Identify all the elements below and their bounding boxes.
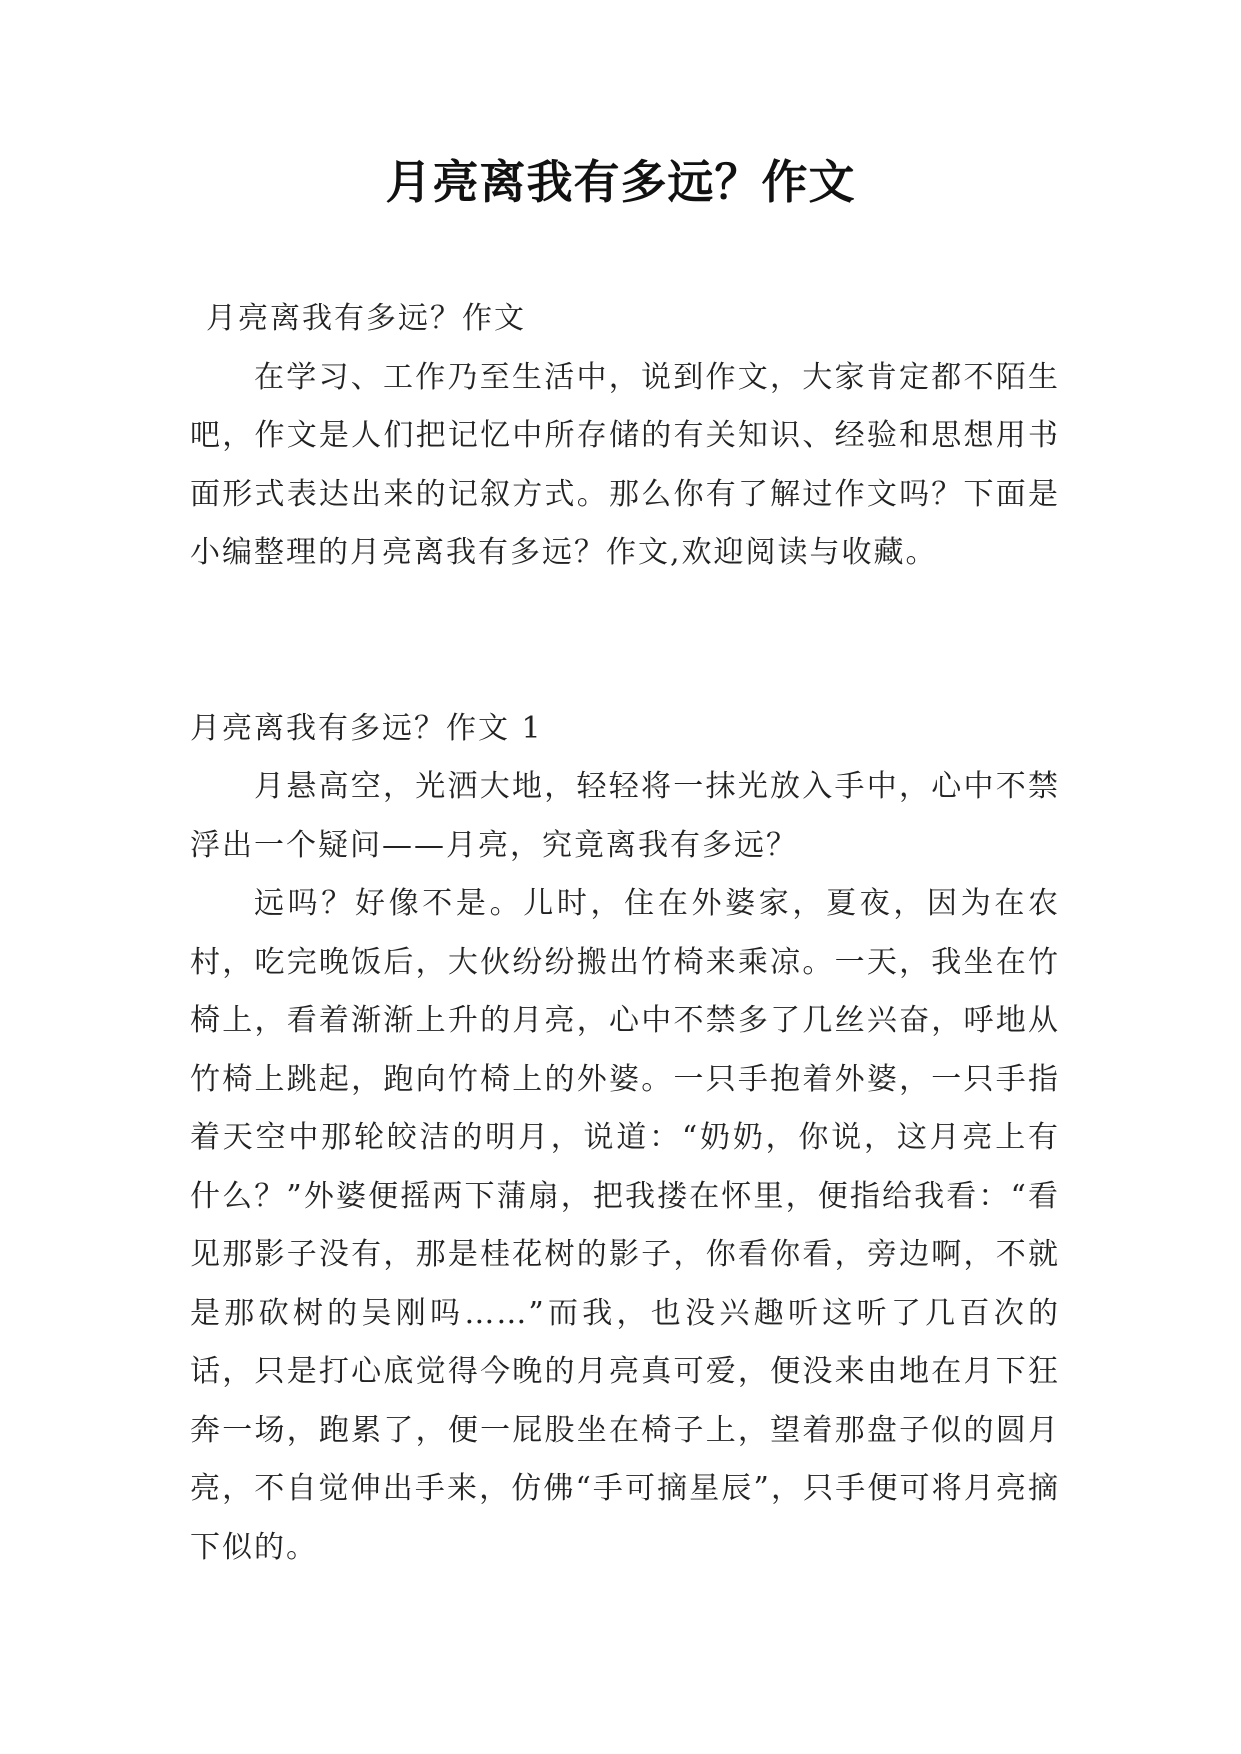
section-heading: 月亮离我有多远？作文 1: [190, 710, 543, 746]
body-paragraph: 月悬高空，光洒大地，轻轻将一抹光放入手中，心中不禁浮出一个疑问——月亮，究竟离我有多远？: [190, 769, 1060, 863]
document-subtitle: 月亮离我有多远？作文: [206, 301, 526, 336]
intro-paragraph: 在学习、工作乃至生活中，说到作文，大家肯定都不陌生吧，作文是人们把记忆中所存储的有关知识、经验和思想用书面形式表达出来的记叙方式。那么你有了解过作文吗？下面是小编整理的月亮离我有多远？作文,欢迎阅读与收藏。: [190, 359, 1060, 570]
document-body: [190, 290, 1060, 1577]
body-paragraph: 远吗？好像不是。儿时，住在外婆家，夏夜，因为在农村，吃完晚饭后，大伙纷纷搬出竹椅来乘凉。一天，我坐在竹椅上，看着渐渐上升的月亮，心中不禁多了几丝兴奋，呼地从竹椅上跳起，跑向竹椅上的外婆。一只手抱着外婆，一只手指着天空中那轮皎洁的明月，说道：“奶奶，你说，这月亮上有什么？”外婆便摇两下蒲扇，把我搂在怀里，便指给我看：“看见那影子没有，那是桂花树的影子，你看你看，旁边啊，不就是那砍树的吴刚吗……”而我，也没兴趣听这听了几百次的话，只是打心底觉得今晚的月亮真可爱，便没来由地在月下狂奔一场，跑累了，便一屁股坐在椅子上，望着那盘子似的圆月亮，不自觉伸出手来，仿佛“手可摘星辰”，只手便可将月亮摘下似的。: [190, 886, 1060, 1565]
section-spacer: [190, 583, 1060, 700]
document-title: 月亮离我有多远？作文: [385, 155, 856, 209]
